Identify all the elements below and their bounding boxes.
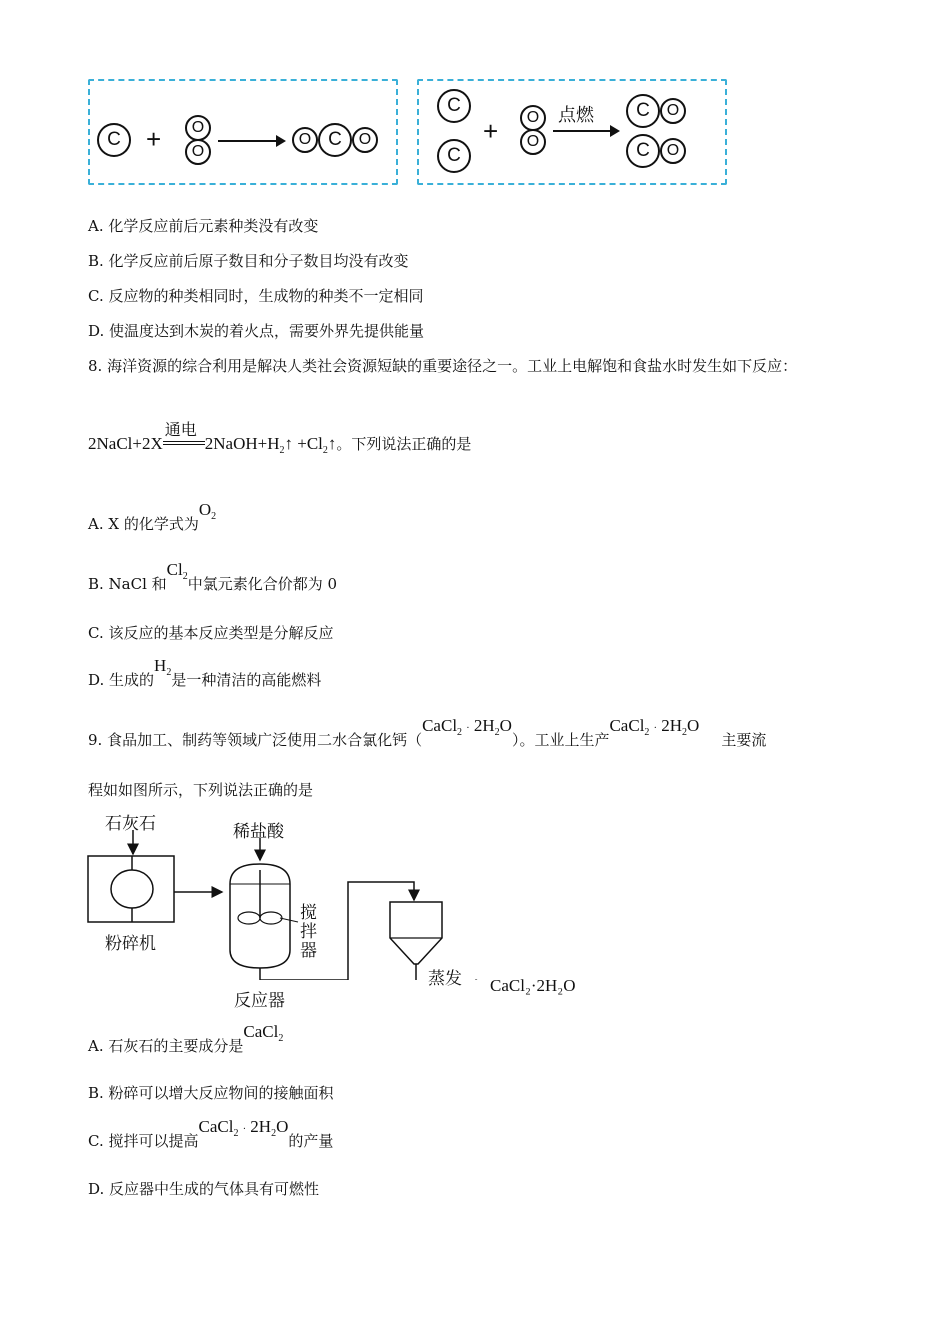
q8-tail: 。下列说法正确的是 — [336, 435, 472, 453]
carbon-atom: C — [626, 134, 660, 168]
q9-option-c-text2: 的产量 — [288, 1132, 334, 1150]
q9-formula: CaCl$_2$ · $2H_2O$ — [609, 716, 700, 738]
q9-option-c-formula: CaCl$_2$ · $2H_2O$ — [198, 1117, 289, 1139]
evaporate-label: 蒸发 — [428, 969, 462, 989]
stirrer-label-3: 器 — [300, 941, 317, 961]
q8-option-d — [88, 656, 322, 697]
limestone-label: 石灰石 — [105, 814, 156, 834]
q8-option-a-text: A. X 的化学式为 — [88, 515, 199, 533]
oxygen-atom: O — [520, 105, 546, 131]
oxygen-atom: O — [185, 115, 211, 141]
reaction-arrow — [218, 140, 284, 142]
eq-left: 2NaCl+2X — [88, 434, 163, 453]
oxygen-atom: O — [185, 139, 211, 165]
q7-option-d: D. 使温度达到木炭的着火点，需要外界先提供能量 — [88, 322, 425, 340]
reaction-box-left — [88, 79, 398, 185]
plus-sign: + — [146, 124, 162, 154]
q8-option-d-text: D. 生成的 — [88, 671, 155, 689]
q9-option-c-text: C. 搅拌可以提高 — [88, 1132, 199, 1150]
q9-option-b: B. 粉碎可以增大反应物间的接触面积 — [88, 1084, 334, 1102]
crusher-box — [88, 856, 174, 922]
q9-stem-line1 — [88, 716, 767, 757]
q8-option-b-text2: 中氯元素化合价都为 0 — [187, 575, 338, 593]
eq-right-a: 2NaOH+H — [204, 434, 280, 453]
eq-condition: 通电 — [164, 420, 197, 439]
q7-option-b: B. 化学反应前后原子数目和分子数目均没有改变 — [88, 252, 409, 270]
eq-right-c: ↑ — [327, 434, 337, 453]
q9-stem-line2: 程如如图所示，下列说法正确的是 — [88, 781, 314, 799]
stirrer-label-2: 拌 — [300, 922, 317, 942]
evaporator-funnel — [390, 902, 442, 964]
q8-option-b-formula: $Cl_2$ — [166, 560, 188, 582]
oxygen-atom: O — [352, 127, 378, 153]
eq-condition-sign — [163, 420, 205, 449]
q9-option-a-text: A. 石灰石的主要成分是 — [88, 1037, 244, 1055]
q9-option-c — [88, 1117, 334, 1158]
q9-option-a — [88, 1022, 284, 1063]
oxygen-atom: O — [292, 127, 318, 153]
reactor-label: 反应器 — [234, 991, 285, 1011]
plus-sign: + — [483, 116, 499, 146]
q8-equation — [88, 420, 472, 456]
ignite-condition: 点燃 — [558, 105, 594, 126]
carbon-atom: C — [318, 123, 352, 157]
q9-stem-text: 9. 食品加工、制药等领域广泛使用二水合氯化钙（ — [88, 731, 423, 749]
q8-option-d-formula: $H_2$ — [154, 656, 172, 678]
q8-option-c: C. 该反应的基本反应类型是分解反应 — [88, 624, 334, 642]
q9-option-d: D. 反应器中生成的气体具有可燃性 — [88, 1180, 320, 1198]
oxygen-atom: O — [520, 129, 546, 155]
q8-option-b — [88, 560, 338, 601]
reaction-arrow — [553, 130, 618, 132]
q9-stem-text2: ）。工业上生产 — [511, 731, 610, 749]
oxygen-atom: O — [660, 138, 686, 164]
q8-option-a-formula: $O_2$ — [198, 500, 217, 522]
crusher-label: 粉碎机 — [105, 934, 156, 954]
q9-formula: CaCl$_2$ · $2H_2O$ — [422, 716, 512, 738]
carbon-atom: C — [437, 89, 471, 123]
eq-right-b: ↑ +Cl — [284, 434, 323, 453]
product-label: CaCl₂·2H₂O — [490, 976, 576, 995]
q7-option-c: C. 反应物的种类相同时，生成物的种类不一定相同 — [88, 287, 424, 305]
carbon-atom: C — [437, 139, 471, 173]
process-flow-diagram — [80, 830, 600, 980]
q8-stem: 8. 海洋资源的综合利用是解决人类社会资源短缺的重要途径之一。工业上电解饱和食盐水时发生如下反应： — [88, 357, 798, 375]
crusher-drum — [111, 870, 153, 908]
q9-stem-text3: 主要流 — [721, 731, 767, 749]
eq-subscript: 2 — [279, 445, 285, 456]
oxygen-atom: O — [660, 98, 686, 124]
q7-option-a: A. 化学反应前后元素种类没有改变 — [88, 217, 319, 235]
eq-subscript: 2 — [322, 445, 328, 456]
q9-option-a-formula: CaCl$_2$ — [243, 1022, 284, 1044]
carbon-atom: C — [97, 123, 131, 157]
stirrer-label-1: 搅 — [300, 903, 317, 923]
q8-option-a — [88, 500, 217, 541]
transfer-pipe — [260, 882, 414, 980]
q8-option-d-text2: 是一种清洁的高能燃料 — [171, 671, 322, 689]
acid-label: 稀盐酸 — [233, 822, 284, 842]
q8-option-b-text: B. NaCl 和 — [88, 575, 167, 593]
carbon-atom: C — [626, 94, 660, 128]
